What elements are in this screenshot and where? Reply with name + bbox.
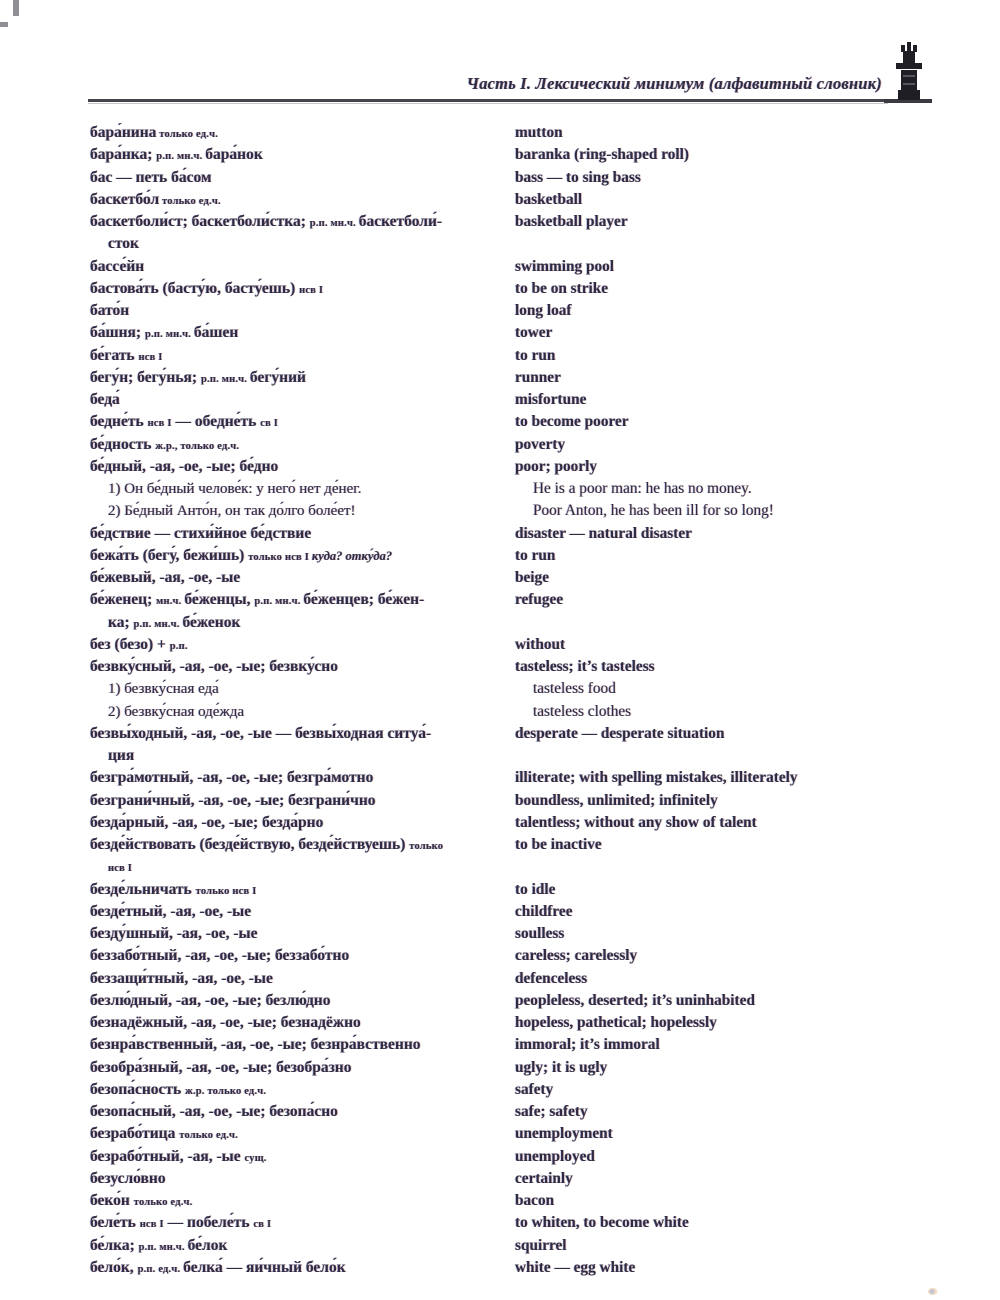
- russian-text: безопа́сный, -ая, -ое, -ые; безопа́сно: [90, 1103, 338, 1120]
- english-text: to be inactive: [515, 836, 602, 853]
- english-text: Poor Anton, he has been ill for so long!: [533, 502, 774, 520]
- dictionary-entry: [90, 923, 960, 945]
- english-text: to run: [515, 346, 556, 364]
- dictionary-entry: [90, 1190, 960, 1212]
- russian-text: бело́к, р.п. ед.ч. белка́ — яи́чный бело́к: [90, 1258, 346, 1276]
- scan-artifact-dot: [928, 1288, 938, 1295]
- russian-text: безграни́чный, -ая, -ое, -ые; безграни́чно: [90, 791, 376, 809]
- dictionary-entry: [90, 1168, 960, 1190]
- crop-mark-vertical: [13, 0, 19, 16]
- russian-text: бас — петь ба́сом: [90, 168, 212, 186]
- dictionary-entry: [90, 1012, 960, 1034]
- english-text: hopeless, pathetical; hopelessly: [515, 1014, 717, 1031]
- english-text: desperate — desperate situation: [515, 724, 725, 742]
- dictionary-entry: [90, 901, 960, 923]
- dictionary-entry: [90, 723, 960, 768]
- english-text: runner: [515, 368, 561, 386]
- dictionary-entry: [90, 300, 960, 322]
- dictionary-entry: [90, 211, 960, 256]
- english-text: to idle: [515, 880, 556, 898]
- russian-text: беле́ть нсв I — побеле́ть св I: [90, 1214, 272, 1232]
- english-text: unemployment: [515, 1125, 613, 1143]
- russian-text: ба́шня; р.п. мн.ч. ба́шен: [90, 324, 239, 342]
- english-text: white — egg white: [515, 1258, 636, 1276]
- english-text: tasteless clothes: [533, 702, 632, 720]
- russian-text: безвку́сный, -ая, -ое, -ые; безвку́сно: [90, 658, 338, 675]
- english-text: safe; safety: [515, 1103, 588, 1120]
- russian-text: бе́гать нсв I: [90, 346, 163, 364]
- dictionary-entry: [90, 1257, 960, 1279]
- russian-text: бедне́ть нсв I — обедне́ть св I: [90, 413, 279, 431]
- dictionary-entry: [90, 322, 960, 344]
- russian-text: бара́нка; р.п. мн.ч. бара́нок: [90, 146, 263, 164]
- dictionary-entry: [90, 812, 960, 834]
- dictionary-entry: [90, 122, 960, 144]
- russian-text: баскетболи́ст; баскетболи́стка; р.п. мн.ч. баскетболи́- сток: [90, 213, 443, 253]
- russian-text: беко́н только ед.ч.: [90, 1192, 193, 1209]
- dictionary-entry: [90, 1212, 960, 1234]
- russian-text: беда́: [90, 391, 120, 408]
- russian-text: безлю́дный, -ая, -ое, -ые; безлю́дно: [90, 991, 331, 1009]
- russian-text: бе́лка; р.п. мн.ч. бе́лок: [90, 1236, 228, 1254]
- russian-text: бара́нина только ед.ч.: [90, 124, 219, 141]
- russian-text: безде́йствовать (безде́йствую, безде́йствуешь) только нсв I: [90, 836, 444, 875]
- russian-text: бе́дствие — стихи́йное бе́дствие: [90, 524, 312, 542]
- english-text: bacon: [515, 1192, 555, 1209]
- english-text: talentless; without any show of talent: [515, 813, 757, 831]
- dictionary-entry: [90, 478, 960, 500]
- english-text: baranka (ring-shaped roll): [515, 146, 689, 164]
- dictionary-entry: [90, 567, 960, 589]
- russian-text: безда́рный, -ая, -ое, -ые; безда́рно: [90, 813, 324, 831]
- russian-text: безнра́вственный, -ая, -ое, -ые; безнра́вственно: [90, 1036, 421, 1054]
- header-rule-shadow: [88, 103, 888, 104]
- dictionary-entry: [90, 1146, 960, 1168]
- dictionary-entry: [90, 656, 960, 678]
- dictionary-entry: [90, 589, 960, 634]
- english-text: careless; carelessly: [515, 947, 638, 965]
- russian-text: бе́жевый, -ая, -ое, -ые: [90, 569, 241, 586]
- english-text: to be on strike: [515, 279, 609, 297]
- russian-text: 1) Он бе́дный челове́к: у него́ нет де́нег.: [108, 481, 362, 497]
- russian-text: безду́шный, -ая, -ое, -ые: [90, 925, 258, 942]
- russian-text: бе́дность ж.р., только ед.ч.: [90, 435, 240, 453]
- dictionary-entry: [90, 834, 960, 879]
- russian-text: безрабо́тный, -ая, -ые сущ.: [90, 1147, 267, 1165]
- russian-text: бассе́йн: [90, 257, 145, 275]
- english-text: tower: [515, 324, 553, 342]
- page-header: [90, 74, 882, 94]
- english-text: childfree: [515, 902, 573, 920]
- english-text: soulless: [515, 925, 565, 942]
- dictionary-entry: [90, 634, 960, 656]
- russian-text: 2) Бе́дный Анто́н, он так до́лго боле́ет!: [108, 503, 356, 520]
- russian-text: баскетбо́л только ед.ч.: [90, 190, 221, 208]
- dictionary-entry: [90, 879, 960, 901]
- dictionary-entry: [90, 189, 960, 211]
- english-text: tasteless food: [533, 680, 616, 698]
- russian-text: беззащи́тный, -ая, -ое, -ые: [90, 969, 273, 987]
- russian-text: безрабо́тица только ед.ч.: [90, 1125, 238, 1143]
- dictionary-entry: [90, 456, 960, 478]
- english-text: illiterate; with spelling mistakes, illiterately: [515, 769, 798, 787]
- dictionary-entry: [90, 434, 960, 456]
- russian-text: безгра́мотный, -ая, -ое, -ые; безгра́мотно: [90, 769, 374, 787]
- dictionary-entry: [90, 523, 960, 545]
- english-text: tasteless; it’s tasteless: [515, 658, 655, 675]
- english-text: peopleless, deserted; it’s uninhabited: [515, 991, 755, 1009]
- english-text: poverty: [515, 435, 566, 453]
- dictionary-entry: [90, 545, 960, 567]
- russian-text: безде́тный, -ая, -ое, -ые: [90, 902, 252, 920]
- english-text: basketball player: [515, 213, 628, 230]
- english-text: He is a poor man: he has no money.: [533, 480, 752, 497]
- russian-text: безде́льничать только нсв I: [90, 880, 257, 898]
- dictionary-entry: [90, 968, 960, 990]
- publisher-tower-icon: [884, 42, 932, 106]
- dictionary-entry: [90, 1101, 960, 1123]
- russian-text: беззабо́тный, -ая, -ое, -ые; беззабо́тно: [90, 947, 350, 965]
- dictionary-entry: [90, 1079, 960, 1101]
- russian-text: 2) безвку́сная оде́жда: [108, 703, 245, 720]
- english-text: to whiten, to become white: [515, 1214, 689, 1232]
- english-text: long loaf: [515, 302, 572, 319]
- dictionary-entry: [90, 1057, 960, 1079]
- dictionary-entry: [90, 990, 960, 1012]
- dictionary-entry: [90, 701, 960, 723]
- russian-text: безвы́ходный, -ая, -ое, -ые — безвы́ходная ситуа́- ция: [90, 724, 432, 764]
- russian-text: бато́н: [90, 302, 130, 319]
- english-text: misfortune: [515, 391, 587, 408]
- dictionary-entry: [90, 945, 960, 967]
- header-title: Часть I. Лексический минимум (алфавитный словник): [466, 74, 882, 93]
- dictionary-entry: [90, 256, 960, 278]
- english-text: poor; poorly: [515, 457, 598, 475]
- english-text: to run: [515, 546, 556, 564]
- russian-text: 1) безвку́сная еда́: [108, 681, 219, 698]
- english-text: unemployed: [515, 1147, 595, 1165]
- dictionary-entry: [90, 500, 960, 522]
- dictionary-entry: [90, 389, 960, 411]
- english-text: safety: [515, 1080, 554, 1098]
- english-text: certainly: [515, 1169, 573, 1187]
- dictionary-entry: [90, 345, 960, 367]
- english-text: without: [515, 635, 566, 653]
- english-text: to become poorer: [515, 413, 629, 431]
- dictionary-entry: [90, 278, 960, 300]
- dictionary-entry: [90, 144, 960, 166]
- russian-text: бе́дный, -ая, -ое, -ые; бе́дно: [90, 457, 279, 475]
- english-text: swimming pool: [515, 257, 615, 275]
- english-text: refugee: [515, 591, 564, 609]
- dictionary-entry: [90, 790, 960, 812]
- dictionary-entry: [90, 1123, 960, 1145]
- dictionary-entry: [90, 1235, 960, 1257]
- english-text: defenceless: [515, 969, 588, 987]
- dictionary-entry: [90, 167, 960, 189]
- crop-mark-horizontal: [0, 22, 8, 27]
- english-text: basketball: [515, 190, 583, 208]
- dictionary-entry: [90, 767, 960, 789]
- dictionary-entry: [90, 367, 960, 389]
- dictionary-entry: [90, 678, 960, 700]
- russian-text: бастова́ть (басту́ю, басту́ешь) нсв I: [90, 279, 324, 297]
- english-text: mutton: [515, 124, 563, 141]
- english-text: beige: [515, 569, 549, 586]
- dictionary-entry: [90, 411, 960, 433]
- header-rule: [88, 99, 888, 102]
- english-text: ugly; it is ugly: [515, 1058, 608, 1076]
- russian-text: безусло́вно: [90, 1169, 166, 1187]
- english-text: disaster — natural disaster: [515, 524, 692, 542]
- russian-text: бе́женец; мн.ч. бе́женцы, р.п. мн.ч. бе́женцев; бе́жен- ка; р.п. мн.ч. бе́женок: [90, 591, 425, 631]
- russian-text: бегу́н; бегу́нья; р.п. мн.ч. бегу́ний: [90, 368, 306, 386]
- english-text: boundless, unlimited; infinitely: [515, 791, 718, 809]
- english-text: immoral; it’s immoral: [515, 1036, 660, 1054]
- russian-text: безобра́зный, -ая, -ое, -ые; безобра́зно: [90, 1058, 352, 1076]
- russian-text: безнадёжный, -ая, -ое, -ые; безнадёжно: [90, 1014, 361, 1031]
- english-text: bass — to sing bass: [515, 168, 641, 186]
- russian-text: бежа́ть (бегу́, бежи́шь) только нсв I куда? отку́да?: [90, 546, 393, 564]
- english-text: squirrel: [515, 1236, 567, 1254]
- russian-text: без (безо) + р.п.: [90, 635, 188, 653]
- dictionary-list: [90, 122, 960, 1279]
- dictionary-entry: [90, 1034, 960, 1056]
- russian-text: безопа́сность ж.р. только ед.ч.: [90, 1080, 267, 1098]
